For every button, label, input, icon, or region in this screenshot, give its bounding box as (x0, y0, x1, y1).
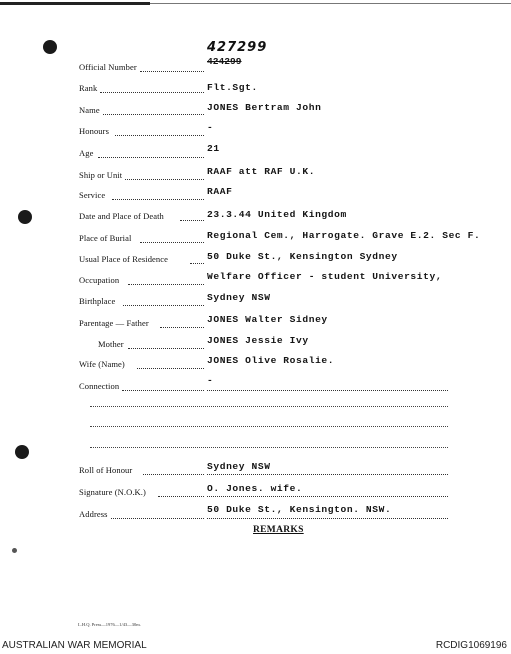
connection-blank-line (90, 405, 448, 407)
rank-value: Flt.Sgt. (207, 82, 258, 93)
dotted-leader (143, 473, 204, 475)
occupation-label: Occupation (79, 275, 120, 285)
dotted-leader (111, 517, 204, 519)
remarks-heading: REMARKS (253, 525, 304, 535)
archive-name: AUSTRALIAN WAR MEMORIAL (2, 640, 147, 651)
dotted-leader (207, 495, 448, 497)
burial-label: Place of Burial (79, 233, 132, 243)
scan-edge-light (150, 3, 511, 4)
father-value: JONES Walter Sidney (207, 314, 328, 325)
connection-label: Connection (79, 381, 120, 391)
scan-top-edge (0, 0, 511, 8)
residence-label: Usual Place of Residence (79, 254, 169, 264)
connection-blank-line (90, 425, 448, 427)
official-number-label: Official Number (79, 62, 137, 72)
name-label: Name (79, 105, 100, 115)
dotted-leader (137, 367, 204, 369)
name-value: JONES Bertram John (207, 102, 322, 113)
dotted-leader (140, 241, 204, 243)
dotted-leader (128, 347, 204, 349)
birthplace-label: Birthplace (79, 296, 116, 306)
service-label: Service (79, 190, 106, 200)
dotted-leader (122, 389, 204, 391)
honours-label: Honours (79, 126, 109, 136)
roll-label: Roll of Honour (79, 465, 133, 475)
address-value: 50 Duke St., Kensington. NSW. (207, 504, 392, 515)
dotted-leader (207, 389, 448, 391)
official-number-typed-struck: 424299 (207, 56, 242, 67)
death-label: Date and Place of Death (79, 211, 164, 221)
dotted-leader (207, 473, 448, 475)
official-number-handwritten: 427299 (207, 40, 268, 55)
occupation-value: Welfare Officer - student University, (207, 271, 443, 282)
birthplace-value: Sydney NSW (207, 292, 271, 303)
dotted-leader (112, 198, 204, 200)
dotted-leader (100, 91, 204, 93)
dotted-leader (180, 219, 204, 221)
connection-value: - (207, 375, 214, 386)
paper-mark (12, 548, 17, 553)
age-value: 21 (207, 143, 220, 154)
mother-value: JONES Jessie Ivy (207, 335, 309, 346)
age-label: Age (79, 148, 94, 158)
father-label: Parentage — Father (79, 318, 149, 328)
dotted-leader (115, 134, 204, 136)
dotted-leader (123, 304, 204, 306)
dotted-leader (160, 326, 204, 328)
dotted-leader (190, 262, 204, 264)
dotted-leader (125, 178, 204, 180)
wife-label: Wife (Name) (79, 359, 125, 369)
connection-blank-line (90, 446, 448, 448)
dotted-leader (207, 517, 448, 519)
punch-hole-mid-upper (18, 210, 32, 224)
scan-edge-dark (0, 2, 150, 5)
printer-code: L.H.Q. Press—1976—1/43—30m. (78, 622, 141, 627)
honours-value: - (207, 122, 214, 133)
address-label: Address (79, 509, 108, 519)
residence-value: 50 Duke St., Kensington Sydney (207, 251, 398, 262)
death-value: 23.3.44 United Kingdom (207, 209, 347, 220)
signature-value: O. Jones. wife. (207, 483, 303, 494)
dotted-leader (128, 283, 204, 285)
dotted-leader (140, 70, 204, 72)
punch-hole-mid-lower (15, 445, 29, 459)
ship-value: RAAF att RAF U.K. (207, 166, 316, 177)
roll-value: Sydney NSW (207, 461, 271, 472)
ship-label: Ship or Unit (79, 170, 123, 180)
service-value: RAAF (207, 186, 233, 197)
dotted-leader (98, 156, 204, 158)
signature-label: Signature (N.O.K.) (79, 487, 146, 497)
dotted-leader (158, 495, 204, 497)
dotted-leader (103, 113, 204, 115)
punch-hole-top (43, 40, 57, 54)
wife-value: JONES Olive Rosalie. (207, 355, 335, 366)
mother-label: Mother (98, 339, 124, 349)
burial-value: Regional Cem., Harrogate. Grave E.2. Sec F. (207, 230, 481, 241)
record-id: RCDIG1069196 (435, 640, 507, 651)
rank-label: Rank (79, 83, 98, 93)
